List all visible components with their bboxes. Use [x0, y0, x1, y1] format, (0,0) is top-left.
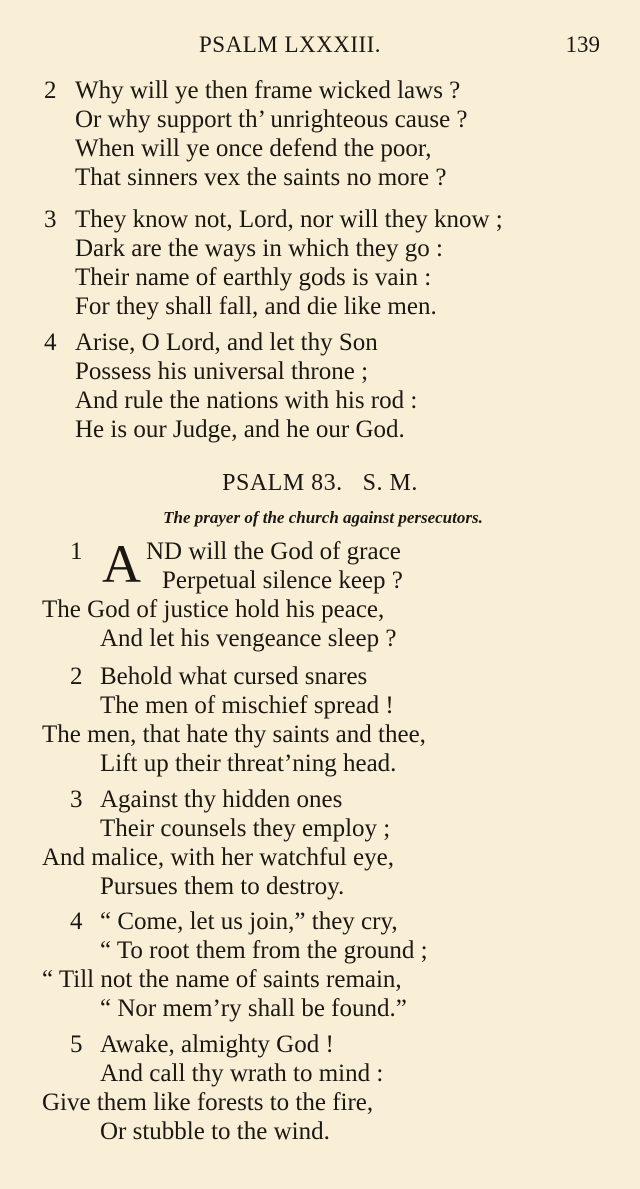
verse-line: [0, 328, 640, 357]
verse-text: “ Nor mem’ry shall be found.”: [100, 995, 407, 1022]
verse-line: [0, 720, 640, 749]
verse-line: [0, 1059, 640, 1088]
stanza-number: 1: [70, 538, 83, 565]
verse-line: [0, 691, 640, 720]
verse-line: [0, 843, 640, 872]
verse-line: [0, 936, 640, 965]
stanza-number: 5: [70, 1031, 83, 1058]
verse-text: That sinners vex the saints no more ?: [75, 164, 447, 191]
verse-line: [0, 234, 640, 263]
verse-text: Give them like forests to the fire,: [42, 1089, 374, 1116]
psalm-meter: S. M.: [362, 470, 418, 496]
verse-line: [0, 1088, 640, 1117]
stanza-5: [0, 1030, 640, 1146]
verse-text: The men, that hate thy saints and thee,: [42, 721, 426, 748]
verse-text: Why will ye then frame wicked laws ?: [75, 77, 461, 104]
verse-line: [0, 749, 640, 778]
verse-line: [0, 624, 640, 653]
stanza-4-prev: [0, 328, 640, 444]
stanza-2-prev: [0, 76, 640, 192]
stanza-number: 2: [44, 77, 57, 104]
verse-text: Arise, O Lord, and let thy Son: [75, 329, 378, 356]
psalm-subtitle: The prayer of the church against persecutors.: [163, 508, 483, 527]
verse-text: “ Come, let us join,” they cry,: [100, 908, 398, 935]
verse-line: [0, 814, 640, 843]
verse-line: [0, 292, 640, 321]
stanza-3: [0, 785, 640, 901]
stanza-number: 3: [44, 206, 57, 233]
verse-line: [0, 1117, 640, 1146]
verse-text: Possess his universal throne ;: [75, 358, 369, 385]
verse-text: Perpetual silence keep ?: [162, 567, 403, 594]
verse-text: He is our Judge, and he our God.: [75, 416, 405, 443]
verse-line: [0, 907, 640, 936]
verse-text: When will ye once defend the poor,: [75, 135, 432, 162]
verse-text: Lift up their threat’ning head.: [100, 750, 397, 777]
verse-text: Awake, almighty God !: [100, 1031, 334, 1058]
verse-line: [0, 566, 640, 595]
verse-text: Pursues them to destroy.: [100, 873, 345, 900]
verse-line: [0, 263, 640, 292]
stanza-number: 4: [44, 329, 57, 356]
verse-line: [0, 1030, 640, 1059]
stanza-1: [0, 534, 640, 653]
verse-line: [0, 965, 640, 994]
verse-text: Their counsels they employ ;: [100, 815, 391, 842]
verse-line: [0, 134, 640, 163]
verse-line: [0, 163, 640, 192]
verse-text: Against thy hidden ones: [100, 786, 343, 813]
drop-cap: A: [102, 534, 141, 594]
verse-text: Behold what cursed snares: [100, 663, 368, 690]
running-title: PSALM LXXXIII.: [199, 32, 382, 57]
verse-text: And malice, with her watchful eye,: [42, 844, 394, 871]
verse-text: Their name of earthly gods is vain :: [75, 264, 432, 291]
verse-line: [0, 537, 640, 566]
stanza-number: 2: [70, 663, 83, 690]
stanza-3-prev: [0, 205, 640, 321]
verse-line: [0, 76, 640, 105]
psalm-heading: [0, 470, 640, 497]
verse-line: [0, 415, 640, 444]
verse-line: [0, 357, 640, 386]
stanza-2: [0, 662, 640, 778]
verse-text: And call thy wrath to mind :: [100, 1060, 384, 1087]
verse-text: “ To root them from the ground ;: [100, 937, 428, 964]
psalm-title: PSALM 83.: [222, 470, 343, 496]
verse-line: [0, 595, 640, 624]
verse-line: [0, 785, 640, 814]
verse-text: ND will the God of grace: [146, 538, 401, 565]
stanza-4: [0, 907, 640, 1023]
page-number: 139: [565, 32, 600, 57]
verse-line: [0, 662, 640, 691]
verse-text: Dark are the ways in which they go :: [75, 235, 443, 262]
verse-text: And rule the nations with his rod :: [75, 387, 418, 414]
verse-text: And let his vengeance sleep ?: [100, 625, 397, 652]
verse-text: Or why support th’ unrighteous cause ?: [75, 106, 468, 133]
verse-text: The men of mischief spread !: [100, 692, 394, 719]
stanza-number: 3: [70, 786, 83, 813]
verse-line: [0, 386, 640, 415]
verse-text: “ Till not the name of saints remain,: [42, 966, 402, 993]
stanza-number: 4: [70, 908, 83, 935]
verse-text: Or stubble to the wind.: [100, 1118, 330, 1145]
verse-line: [0, 872, 640, 901]
page-header: [0, 32, 640, 62]
verse-text: They know not, Lord, nor will they know ;: [75, 206, 503, 233]
verse-text: The God of justice hold his peace,: [42, 596, 385, 623]
verse-text: For they shall fall, and die like men.: [75, 293, 437, 320]
verse-line: [0, 994, 640, 1023]
verse-line: [0, 205, 640, 234]
verse-line: [0, 105, 640, 134]
